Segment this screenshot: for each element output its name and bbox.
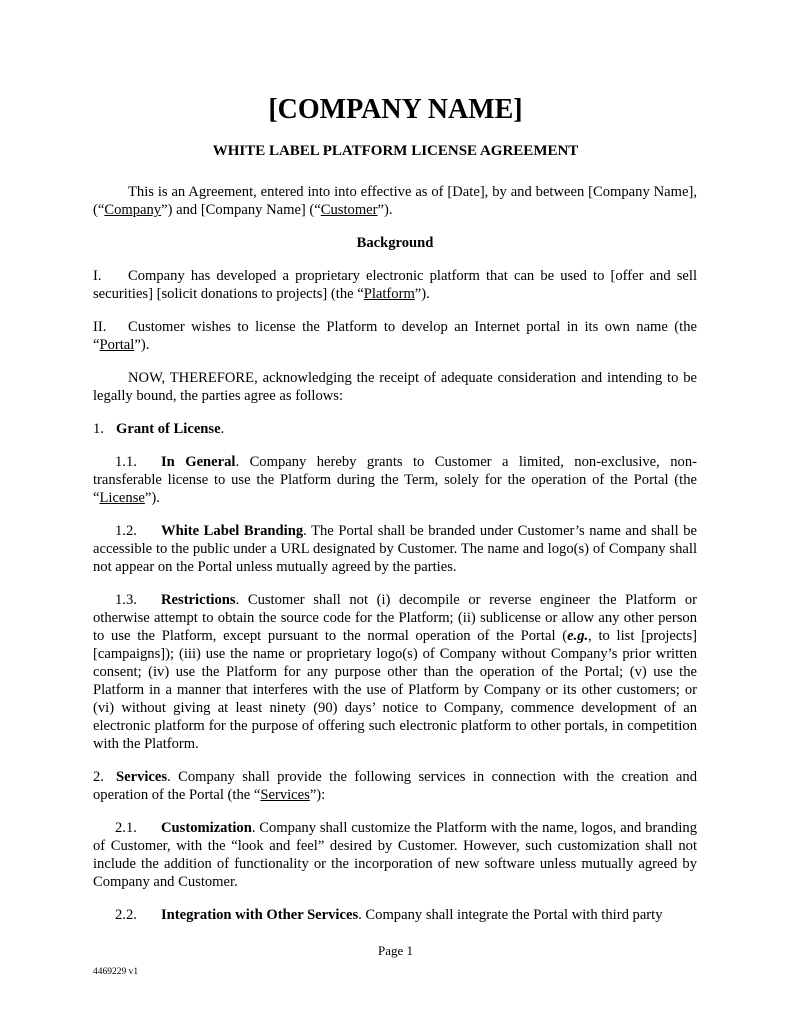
subsection-number: 2.1.: [115, 820, 137, 836]
subsection-text: . Customer shall not (i) decompile or reverse engineer the Platform or otherwise attempt to obtain the source code for the Platform; (ii) sublicense or allow any other person to use the Platform, except pursuant to the normal operation of the Portal (: [93, 592, 697, 644]
subsection-text: . Company shall integrate the Portal with third party: [358, 907, 663, 923]
company-name-title: [COMPANY NAME]: [268, 94, 523, 125]
subsection-text: . The Portal shall be branded under Customer’s name and shall be accessible to the public under a URL designated by Customer. The name and logo(s) of Company shall not appear on the Portal unless mutually agreed by the parties.: [93, 523, 697, 575]
section-1-3: [93, 591, 697, 753]
defined-term-services: Services: [260, 787, 310, 803]
section-heading-text: Services: [116, 769, 168, 785]
defined-term-license: License: [99, 490, 145, 506]
section-1-heading: [93, 420, 697, 438]
defined-term-customer: Customer: [320, 202, 378, 218]
subsection-text: , to list [projects] [campaigns]); (iii) use the name or proprietary logo(s) of Company without Company’s prior written consent; (iv) use the Platform for any purpose other than the operation of the Portal; (v) use the Platform in a manner that interferes with the use of Platform by Company or its other customers; or (vi) without giving at least ninety (90) days’ notice to Company, commence development of an electronic platform for the purpose of offering such electronic platform to other portals, in competition with the Platform.: [93, 628, 697, 752]
section-text: . Company shall provide the following services in connection with the creation and operation of the Portal (the “: [93, 769, 697, 803]
subsection-number: 1.2.: [115, 523, 137, 539]
item-number: I.: [93, 268, 102, 284]
item-text: ”).: [134, 337, 150, 353]
section-heading-text: Grant of License: [116, 421, 221, 437]
document-body: [93, 183, 697, 939]
agreement-title: WHITE LABEL PLATFORM LICENSE AGREEMENT: [212, 143, 579, 159]
background-heading: [93, 234, 697, 252]
section-text: ”):: [309, 787, 326, 803]
subsection-heading: In General: [161, 454, 236, 470]
background-item-i: [93, 267, 697, 303]
background-item-ii: [93, 318, 697, 354]
section-1-1: [93, 453, 697, 507]
intro-paragraph: [93, 183, 697, 219]
subsection-number: 1.3.: [115, 592, 137, 608]
intro-text: ”) and [Company Name] (“: [161, 202, 321, 218]
intro-text: ”).: [377, 202, 393, 218]
section-2: [93, 768, 697, 804]
intro-text: This is an Agreement, entered into into effective as of [Date], by and between [Company Name], (“: [93, 184, 697, 218]
document-id: 4469229 v1: [93, 967, 139, 977]
section-2-1: [93, 819, 697, 891]
defined-term-platform: Platform: [363, 286, 415, 302]
subsection-text: . Company shall customize the Platform with the name, logos, and branding of Customer, with the “look and feel” desired by Customer. However, such customization shall not include the addition of functionality or the incorporation of new software unless mutually agreed by Company and Customer.: [93, 820, 697, 890]
subsection-heading: Customization: [161, 820, 252, 836]
defined-term-portal: Portal: [99, 337, 135, 353]
subsection-heading: Integration with Other Services: [161, 907, 359, 923]
eg-abbreviation: e.g.: [567, 628, 589, 644]
item-number: II.: [93, 319, 107, 335]
subsection-heading: White Label Branding: [161, 523, 304, 539]
section-number: 2.: [93, 769, 104, 785]
section-2-2: [93, 906, 697, 924]
section-heading-tail: .: [220, 421, 225, 437]
subsection-number: 1.1.: [115, 454, 137, 470]
background-heading-text: Background: [356, 235, 434, 251]
section-number: 1.: [93, 421, 104, 437]
section-1-2: [93, 522, 697, 576]
subsection-number: 2.2.: [115, 907, 137, 923]
subsection-text: ”).: [144, 490, 160, 506]
recital-paragraph: NOW, THEREFORE, acknowledging the receipt of adequate consideration and intending to be legally bound, the parties agree as follows:: [93, 370, 697, 404]
subsection-heading: Restrictions: [161, 592, 236, 608]
item-text: Company has developed a proprietary electronic platform that can be used to [offer and sell securities] [solicit donations to projects] (the “: [93, 268, 697, 302]
defined-term-company: Company: [104, 202, 162, 218]
subsection-text: . Company hereby grants to Customer a limited, non-exclusive, non-transferable license to use the Platform during the Term, solely for the operation of the Portal (the “: [93, 454, 697, 506]
item-text: ”).: [414, 286, 430, 302]
page-number: Page 1: [377, 943, 414, 958]
item-text: Customer wishes to license the Platform to develop an Internet portal in its own name (the “: [93, 319, 697, 353]
